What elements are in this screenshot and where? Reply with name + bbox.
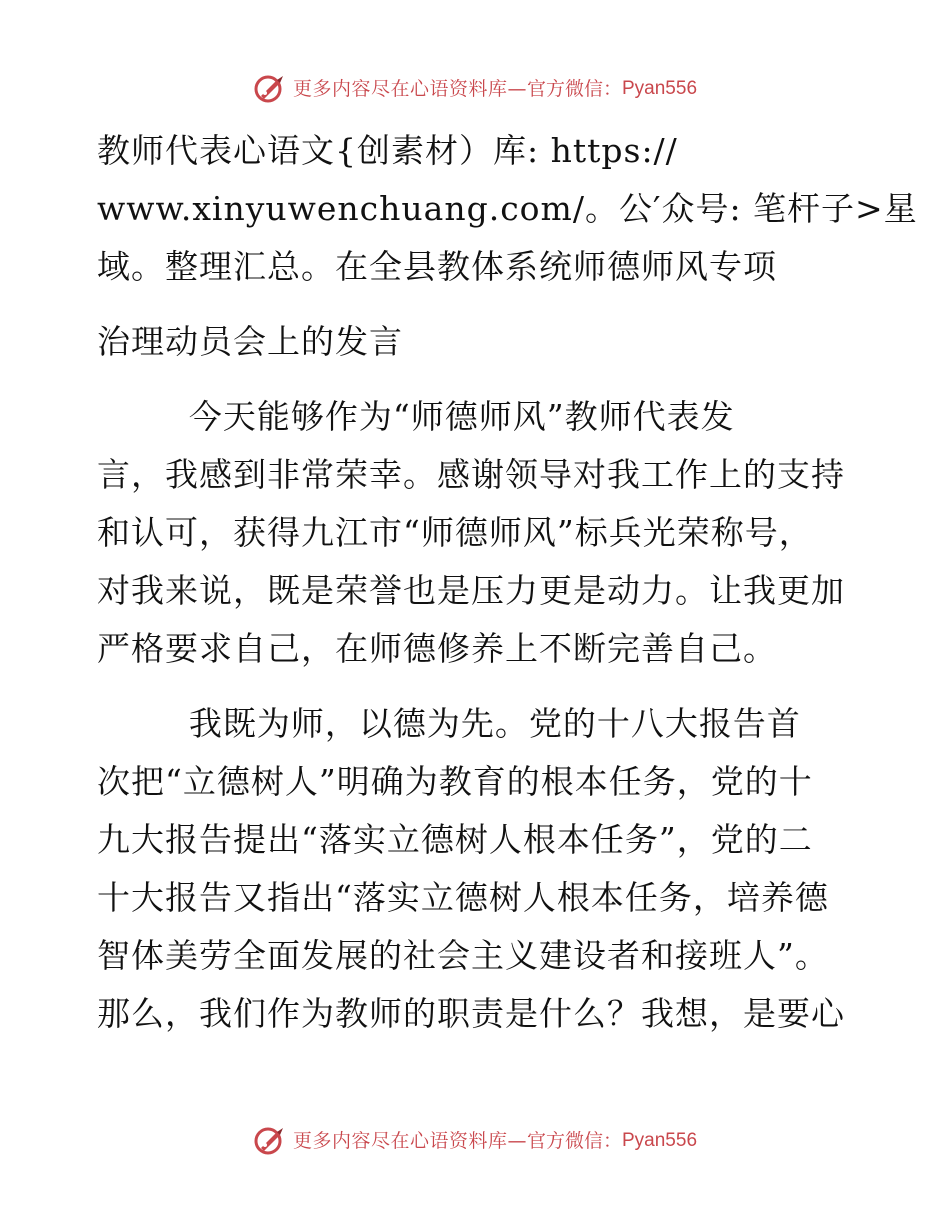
watermark-wechat-id: Pyan556 — [622, 1130, 698, 1151]
document-body — [97, 122, 918, 1043]
quill-logo-icon — [253, 74, 287, 104]
watermark-wechat-label: 官方微信： — [526, 1130, 622, 1152]
text-line: 十大报告又指出“落实立德树人根本任务，培养德 — [97, 878, 829, 917]
text-line: 域。整理汇总。在全县教体系统师德师风专项 — [97, 247, 777, 286]
watermark-text: 更多内容尽在心语资料库— — [292, 1130, 527, 1152]
header-watermark — [0, 74, 950, 104]
text-line: 今天能够作为“师德师风”教师代表发 — [97, 397, 735, 436]
text-line: 言，我感到非常荣幸。感谢领导对我工作上的支持 — [97, 455, 845, 494]
document-title: 治理动员会上的发言 — [97, 322, 403, 361]
watermark-wechat-label: 官方微信： — [526, 78, 622, 100]
text-line: 严格要求自己，在师德修养上不断完善自己。 — [97, 629, 777, 668]
text-line: 对我来说，既是荣誉也是压力更是动力。让我更加 — [97, 571, 845, 610]
text-line: www.xinyuwenchuang.com/。公′众号: 笔杆子>星 — [97, 189, 918, 228]
text-line: 九大报告提出“落实立德树人根本任务”，党的二 — [97, 820, 813, 859]
quill-logo-icon — [253, 1126, 287, 1156]
text-line: 教师代表心语文{创素材）库: https:// — [97, 131, 678, 170]
footer-watermark — [0, 1126, 950, 1156]
text-line: 次把“立德树人”明确为教育的根本任务，党的十 — [97, 762, 813, 801]
text-line: 我既为师，以德为先。党的十八大报告首 — [97, 704, 801, 743]
text-line: 那么，我们作为教师的职责是什么？我想，是要心 — [97, 994, 845, 1033]
watermark-text: 更多内容尽在心语资料库— — [292, 78, 527, 100]
text-line: 和认可，获得九江市“师德师风”标兵光荣称号， — [97, 513, 813, 552]
watermark-wechat-id: Pyan556 — [622, 78, 698, 99]
text-line: 智体美劳全面发展的社会主义建设者和接班人”。 — [97, 936, 829, 975]
